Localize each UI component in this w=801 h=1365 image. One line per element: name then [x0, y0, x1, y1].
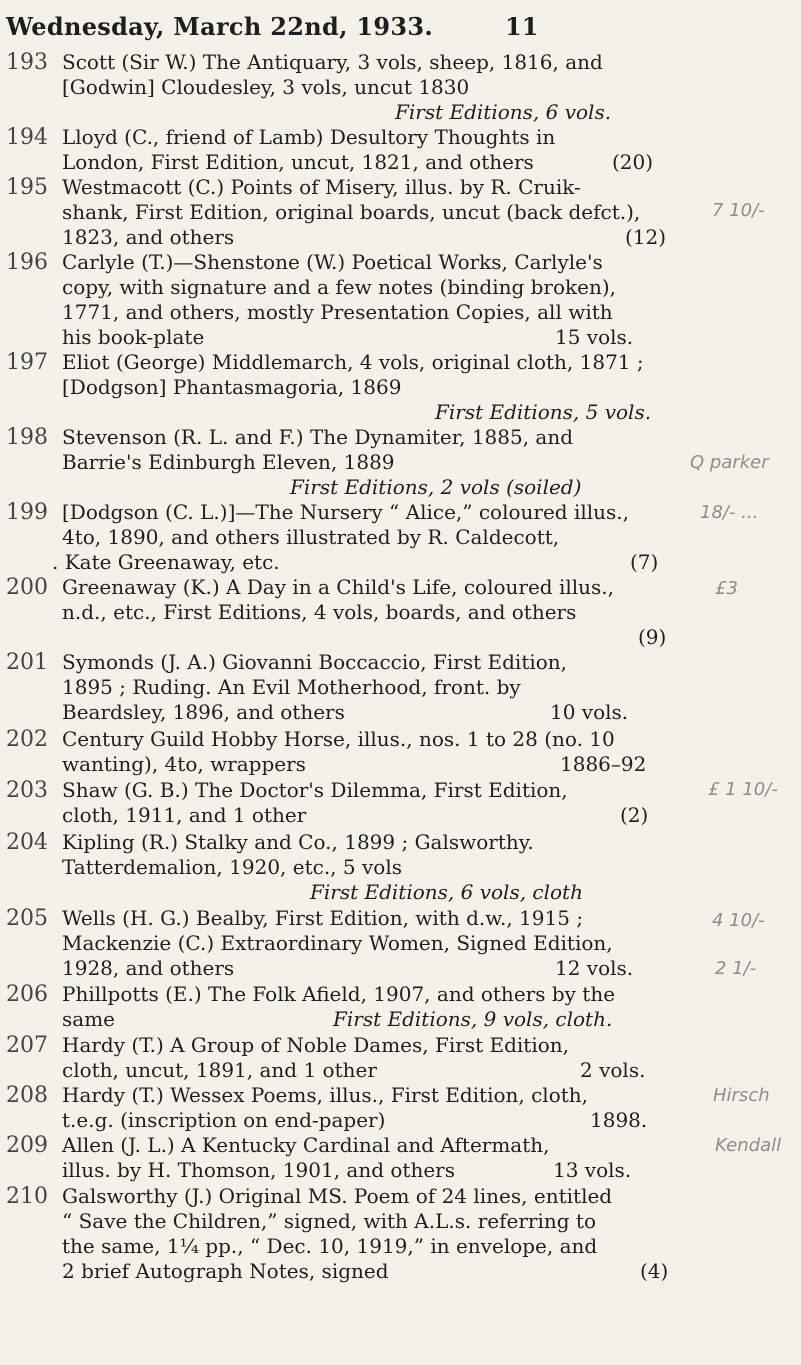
lot-description: First Editions, 9 vols, cloth. — [333, 1007, 613, 1031]
lot-number: 197 — [6, 350, 48, 375]
lot-line: [Godwin] Cloudesley, 3 vols, uncut 1830 — [62, 75, 470, 99]
lot-line: [Dodgson (C. L.)]—The Nursery “ Alice,” coloured illus., — [62, 500, 630, 524]
handwritten-annotation: Q parker — [690, 452, 769, 473]
lot-quantity: 15 vols. — [555, 325, 634, 349]
lot-year: 1898. — [590, 1108, 648, 1132]
lot-number: 198 — [6, 425, 48, 450]
lot-number: 209 — [6, 1133, 48, 1158]
lot-line: Westmacott (C.) Points of Misery, illus. by R. Cruik- — [62, 175, 581, 199]
handwritten-annotation: £ 1 10/- — [708, 779, 778, 800]
lot-line: n.d., etc., First Editions, 4 vols, boards, and others — [62, 600, 577, 624]
lot-quantity: (12) — [625, 225, 667, 249]
lot-line: 1928, and others — [62, 956, 235, 980]
catalogue-date: Wednesday, March 22nd, 1933. — [6, 12, 434, 41]
lot-number: 204 — [6, 830, 48, 855]
lot-line: shank, First Edition, original boards, uncut (back defct.), — [62, 200, 641, 224]
handwritten-annotation: 18/- ... — [700, 502, 759, 523]
lot-number: 196 — [6, 250, 48, 275]
lot-line: Tatterdemalion, 1920, etc., 5 vols — [62, 855, 402, 879]
lot-number: 203 — [6, 778, 48, 803]
lot-line: Hardy (T.) Wessex Poems, illus., First Edition, cloth, — [62, 1083, 589, 1107]
lot-quantity: (2) — [620, 803, 649, 827]
lot-line: First Editions, 6 vols. — [395, 100, 612, 124]
lot-line: First Editions, 5 vols. — [435, 400, 652, 424]
page-header — [0, 6, 801, 46]
lot-number: 194 — [6, 125, 48, 150]
lot-line: Shaw (G. B.) The Doctor's Dilemma, First Edition, — [62, 778, 568, 802]
lot-quantity: (4) — [640, 1259, 669, 1283]
handwritten-annotation: 2 1/- — [715, 958, 757, 979]
lot-line: same — [62, 1007, 115, 1031]
lot-line: the same, 1¼ pp., “ Dec. 10, 1919,” in envelope, and — [62, 1234, 598, 1258]
lot-line: London, First Edition, uncut, 1821, and others — [62, 150, 534, 174]
lot-line: “ Save the Children,” signed, with A.L.s. referring to — [62, 1209, 596, 1233]
lot-quantity: 12 vols. — [555, 956, 634, 980]
lot-line: wanting), 4to, wrappers — [62, 752, 306, 776]
lot-line: . Kate Greenaway, etc. — [52, 550, 280, 574]
lot-line: cloth, uncut, 1891, and 1 other — [62, 1058, 377, 1082]
lot-line: Wells (H. G.) Bealby, First Edition, with d.w., 1915 ; — [62, 906, 584, 930]
lot-quantity: (9) — [638, 625, 667, 649]
lot-line: his book-plate — [62, 325, 205, 349]
lot-line: illus. by H. Thomson, 1901, and others — [62, 1158, 455, 1182]
lot-number: 207 — [6, 1033, 48, 1058]
lot-number: 201 — [6, 650, 48, 675]
lot-line: cloth, 1911, and 1 other — [62, 803, 307, 827]
lot-line: First Editions, 2 vols (soiled) — [290, 475, 582, 499]
lot-quantity: 2 vols. — [580, 1058, 646, 1082]
lot-number: 200 — [6, 575, 48, 600]
lot-number: 193 — [6, 50, 48, 75]
lot-line: Eliot (George) Middlemarch, 4 vols, original cloth, 1871 ; — [62, 350, 644, 374]
lot-line: [Dodgson] Phantasmagoria, 1869 — [62, 375, 402, 399]
lot-line: Greenaway (K.) A Day in a Child's Life, coloured illus., — [62, 575, 615, 599]
handwritten-annotation: £3 — [715, 578, 738, 599]
lot-number: 210 — [6, 1184, 48, 1209]
lot-quantity: (7) — [630, 550, 659, 574]
lot-quantity: 10 vols. — [550, 700, 629, 724]
lot-number: 202 — [6, 727, 48, 752]
lot-line: Phillpotts (E.) The Folk Afield, 1907, and others by the — [62, 982, 616, 1006]
handwritten-annotation: Kendall — [715, 1135, 782, 1156]
lot-line: Beardsley, 1896, and others — [62, 700, 345, 724]
lot-line: 1895 ; Ruding. An Evil Motherhood, front. by — [62, 675, 521, 699]
lot-date-range: 1886–92 — [560, 752, 647, 776]
lot-number: 206 — [6, 982, 48, 1007]
lot-line: Allen (J. L.) A Kentucky Cardinal and Aftermath, — [62, 1133, 550, 1157]
lot-line: Scott (Sir W.) The Antiquary, 3 vols, sheep, 1816, and — [62, 50, 603, 74]
lot-number: 195 — [6, 175, 48, 200]
lot-line: 1771, and others, mostly Presentation Copies, all with — [62, 300, 613, 324]
lot-number: 199 — [6, 500, 48, 525]
lot-quantity: 13 vols. — [553, 1158, 632, 1182]
lot-line: First Editions, 6 vols, cloth — [310, 880, 583, 904]
lot-line: Lloyd (C., friend of Lamb) Desultory Thoughts in — [62, 125, 556, 149]
lot-line: Hardy (T.) A Group of Noble Dames, First Edition, — [62, 1033, 570, 1057]
lot-line: Barrie's Edinburgh Eleven, 1889 — [62, 450, 395, 474]
handwritten-annotation: 7 10/- — [712, 200, 765, 221]
lot-line: Century Guild Hobby Horse, illus., nos. 1 to 28 (no. 10 — [62, 727, 615, 751]
lot-line: copy, with signature and a few notes (binding broken), — [62, 275, 617, 299]
lot-line: Symonds (J. A.) Giovanni Boccaccio, First Edition, — [62, 650, 568, 674]
lot-line: Galsworthy (J.) Original MS. Poem of 24 lines, entitled — [62, 1184, 613, 1208]
lot-line: t.e.g. (inscription on end-paper) — [62, 1108, 386, 1132]
lot-line: Kipling (R.) Stalky and Co., 1899 ; Galsworthy. — [62, 830, 534, 854]
handwritten-annotation: 4 10/- — [712, 910, 765, 931]
lot-line: Stevenson (R. L. and F.) The Dynamiter, 1885, and — [62, 425, 574, 449]
lot-line: 2 brief Autograph Notes, signed — [62, 1259, 389, 1283]
lot-line: 1823, and others — [62, 225, 235, 249]
lot-quantity: (20) — [612, 150, 654, 174]
lot-number: 208 — [6, 1083, 48, 1108]
page-number: 11 — [505, 12, 539, 41]
lot-line: Mackenzie (C.) Extraordinary Women, Signed Edition, — [62, 931, 613, 955]
handwritten-annotation: Hirsch — [713, 1085, 770, 1106]
lot-line: Carlyle (T.)—Shenstone (W.) Poetical Works, Carlyle's — [62, 250, 603, 274]
lot-line: 4to, 1890, and others illustrated by R. Caldecott, — [62, 525, 560, 549]
lot-number: 205 — [6, 906, 48, 931]
